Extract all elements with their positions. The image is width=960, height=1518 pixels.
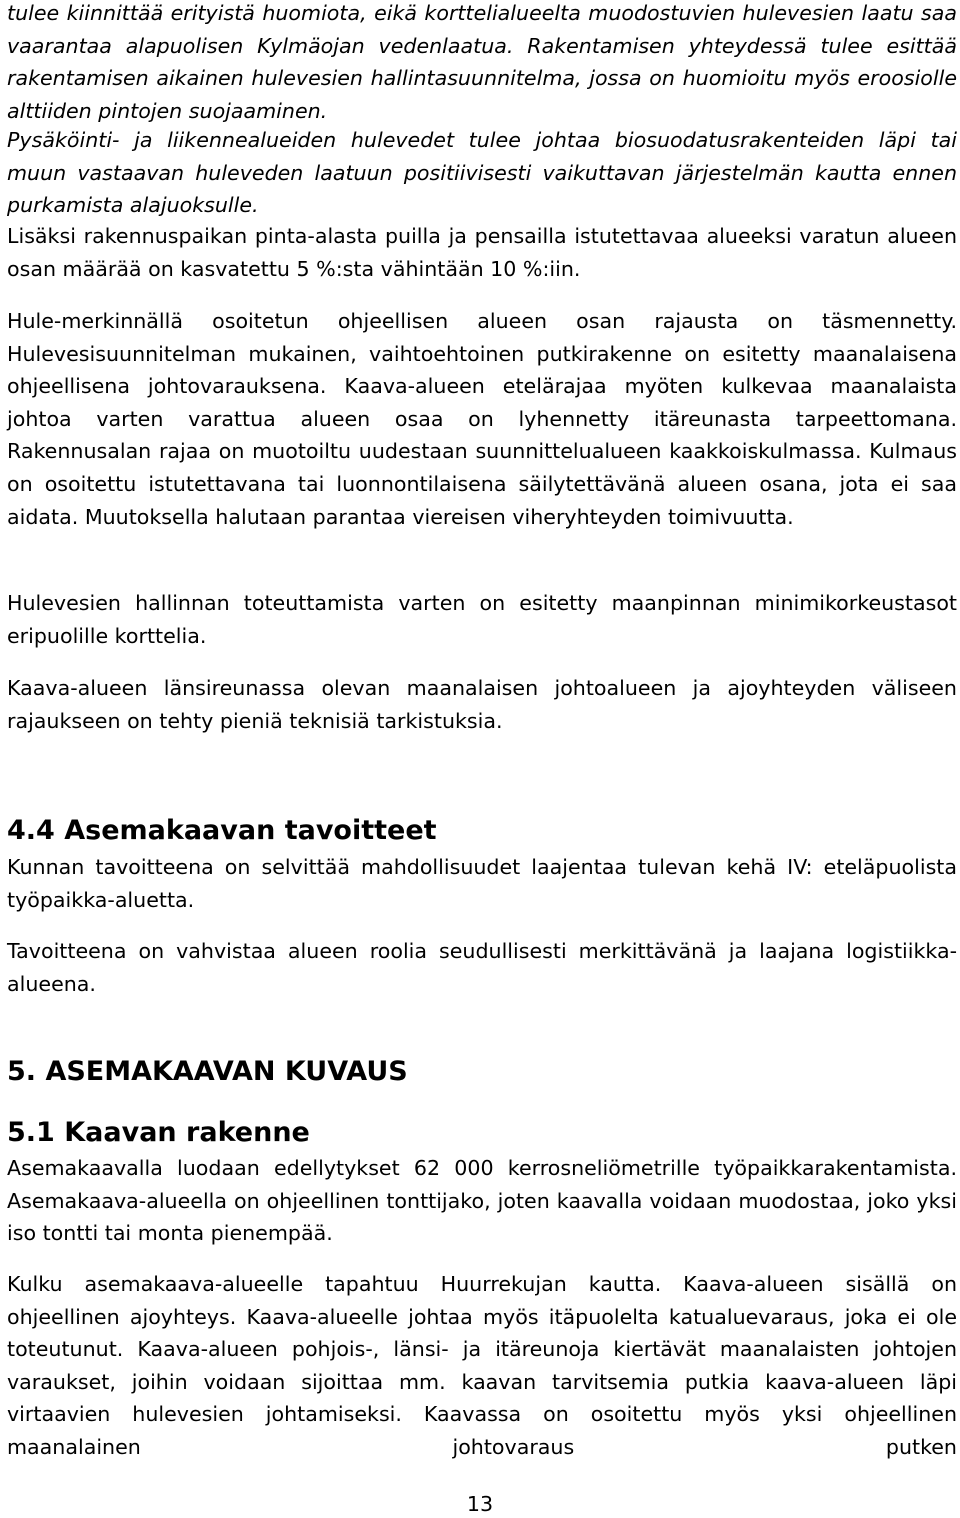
paragraph-goal-logistics: Tavoitteena on vahvistaa alueen roolia seudullisesti merkittävänä ja laajana logistiikka-alueena. bbox=[7, 939, 957, 996]
paragraph-hule-marking: Hule-merkinnällä osoitetun ohjeellisen alueen osan rajausta on täsmennetty. Hulevesisuunnitelman mukainen, vaihtoehtoinen putkirakenne on esitetty maanalaisena ohjeellisena johtovarauksena. Kaava-alueen etelärajaa myöten kulkevaa maanalaista johtoa varten varattua alueen osaa on lyhennetty itäreunasta tarpeettomana. Rakennusalan rajaa on muotoiltu uudestaan suunnittelualueen kaakkoiskulmassa. Kulmaus on osoitettu istutettavana tai luonnontilaisena säilytettävänä alueen osana, jota ei saa aidata. Muutoksella halutaan parantaa viereisen viheryhteyden toimivuutta. bbox=[7, 309, 957, 529]
paragraph-access: Kulku asemakaava-alueelle tapahtuu Huurrekujan kautta. Kaava-alueen sisällä on ohjeellinen ajoyhteys. Kaava-alueelle johtaa myös itäpuolelta katualuevaraus, joka ei ole toteutunut. Kaava-alueen pohjois-, länsi- ja itäreunoja kiertävät maanalaisten johtojen varaukset, joihin voidaan sijoittaa mm. kaavan tarvitsemia putkia kaava-alueen läpi virtaavien hulevesien johtamiseksi. Kaavassa on osoitettu myös yksi ohjeellinen maanalainen johtovaraus putken bbox=[7, 1272, 957, 1459]
paragraph-stormwater-quality: tulee kiinnittää erityistä huomiota, eikä korttelialueelta muodostuvien hulevesien laatu saa vaarantaa alapuolisen Kylmäojan vedenlaatua. Rakentamisen yhteydessä tulee esittää rakentamisen aikainen hulevesien hallintasuunnitelma, jossa on huomioitu myös eroosiolle alttiiden pintojen suojaaminen. bbox=[7, 1, 957, 123]
paragraph-ground-levels: Hulevesien hallinnan toteuttamista varten on esitetty maanpinnan minimikorkeustasot eripuolille korttelia. bbox=[7, 591, 957, 648]
page-number: 13 bbox=[466, 1492, 494, 1516]
paragraph-plan-structure: Asemakaavalla luodaan edellytykset 62 000 kerrosneliömetrille työpaikkarakentamista. Asemakaava-alueella on ohjeellinen tonttijako, joten kaavalla voidaan muodostaa, joko yksi iso tontti tai monta pienempää. bbox=[7, 1156, 957, 1246]
paragraph-west-edge: Kaava-alueen länsireunassa olevan maanalaisen johtoalueen ja ajoyhteyden väliseen rajaukseen on tehty pieniä teknisiä tarkistuksia. bbox=[7, 676, 957, 733]
heading-5: 5. ASEMAKAAVAN KUVAUS bbox=[7, 1056, 408, 1087]
paragraph-planting-area: Lisäksi rakennuspaikan pinta-alasta puilla ja pensailla istutettavaa alueeksi varatun alueen osan määrää on kasvatettu 5 %:sta vähintään 10 %:iin. bbox=[7, 224, 957, 281]
heading-4-4: 4.4 Asemakaavan tavoitteet bbox=[7, 815, 437, 846]
paragraph-parking-runoff: Pysäköinti- ja liikennealueiden hulevedet tulee johtaa biosuodatusrakenteiden läpi tai muun vastaavan huleveden laatuun positiivisesti vaikuttavan järjestelmän kautta ennen purkamista alajuoksulle. bbox=[7, 128, 957, 218]
paragraph-goal-expand: Kunnan tavoitteena on selvittää mahdollisuudet laajentaa tulevan kehä IV: eteläpuolista työpaikka-aluetta. bbox=[7, 855, 957, 912]
heading-5-1: 5.1 Kaavan rakenne bbox=[7, 1117, 310, 1148]
